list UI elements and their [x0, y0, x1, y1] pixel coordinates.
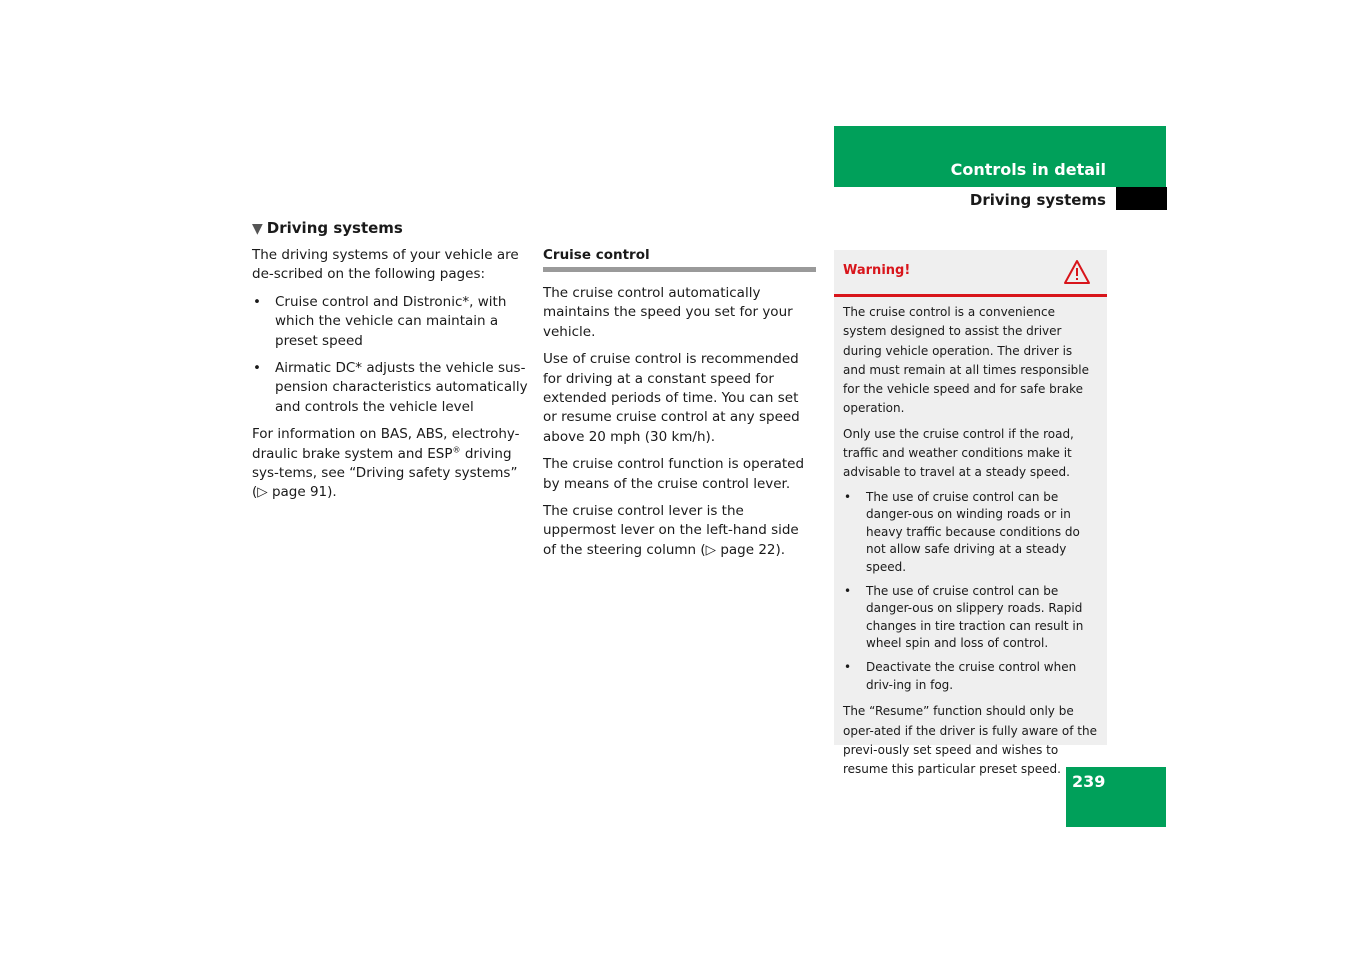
warning-paragraph: Only use the cruise control if the road, traffic and weather conditions make it advisable to travel at a steady speed.	[843, 426, 1074, 480]
page-reference-link[interactable]: (▷ page 91).	[252, 484, 337, 501]
section-title: Driving systems	[969, 191, 1106, 209]
list-item: • Deactivate the cruise control when driv-ing in fog.	[843, 659, 1098, 694]
section-heading-text: Driving systems	[266, 219, 403, 237]
warning-triangle-icon	[1063, 259, 1091, 285]
warning-header	[834, 250, 1107, 297]
info-text-part: driving sys-tems, see “Driving safety systems”	[252, 445, 518, 482]
list-item: • The use of cruise control can be danger-ous on slippery roads. Rapid changes in tire traction can result in wheel spin and loss of control.	[843, 583, 1098, 653]
section-heading	[252, 219, 403, 237]
warning-box	[834, 250, 1107, 777]
paragraph: Use of cruise control is recommended for driving at a constant speed for extended periods of time. You can set or resume cruise control at any speed above 20 mph (30 km/h).	[543, 351, 800, 445]
warning-paragraph: The cruise control is a convenience system designed to assist the driver during vehicle operation. The driver is and must remain at all times responsible for the vehicle speed and for safe brake operation.	[843, 305, 1089, 416]
page-number: 239	[1072, 772, 1106, 791]
warning-paragraph: The “Resume” function should only be oper-ated if the driver is fully aware of the previ-ously set speed and wishes to resume this particular preset speed.	[843, 704, 1097, 777]
registered-mark: ®	[452, 445, 461, 455]
feature-list	[252, 293, 528, 417]
list-item: • Airmatic DC* adjusts the vehicle sus-pension characteristics automatically and controls the vehicle level	[252, 359, 528, 417]
warning-title: Warning!	[843, 263, 911, 278]
paragraph: The cruise control automatically maintains the speed you set for your vehicle.	[543, 285, 793, 340]
title-divider	[543, 267, 816, 272]
list-item: • Cruise control and Distronic*, with which the vehicle can maintain a preset speed	[252, 293, 528, 351]
triangle-down-icon: ▼	[252, 221, 263, 237]
info-text-part: For information on BAS, ABS, electrohy-draulic brake system and ESP	[252, 426, 520, 462]
intro-text: The driving systems of your vehicle are de-scribed on the following pages:	[252, 247, 519, 283]
chapter-title: Controls in detail	[950, 160, 1106, 179]
info-text	[252, 425, 528, 503]
cruise-control-title: Cruise control	[543, 247, 650, 263]
warning-body	[834, 297, 1107, 779]
left-column	[252, 246, 528, 511]
middle-column	[543, 246, 816, 568]
list-item: • The use of cruise control can be danger-ous on winding roads or in heavy traffic because conditions do not allow safe driving at a steady speed.	[843, 489, 1098, 577]
paragraph: The cruise control lever is the uppermost lever on the left-hand side of the steering column (▷ page 22).	[543, 503, 799, 558]
paragraph: The cruise control function is operated by means of the cruise control lever.	[543, 456, 805, 492]
warning-list	[843, 489, 1098, 695]
header-black-tab	[1116, 187, 1167, 210]
